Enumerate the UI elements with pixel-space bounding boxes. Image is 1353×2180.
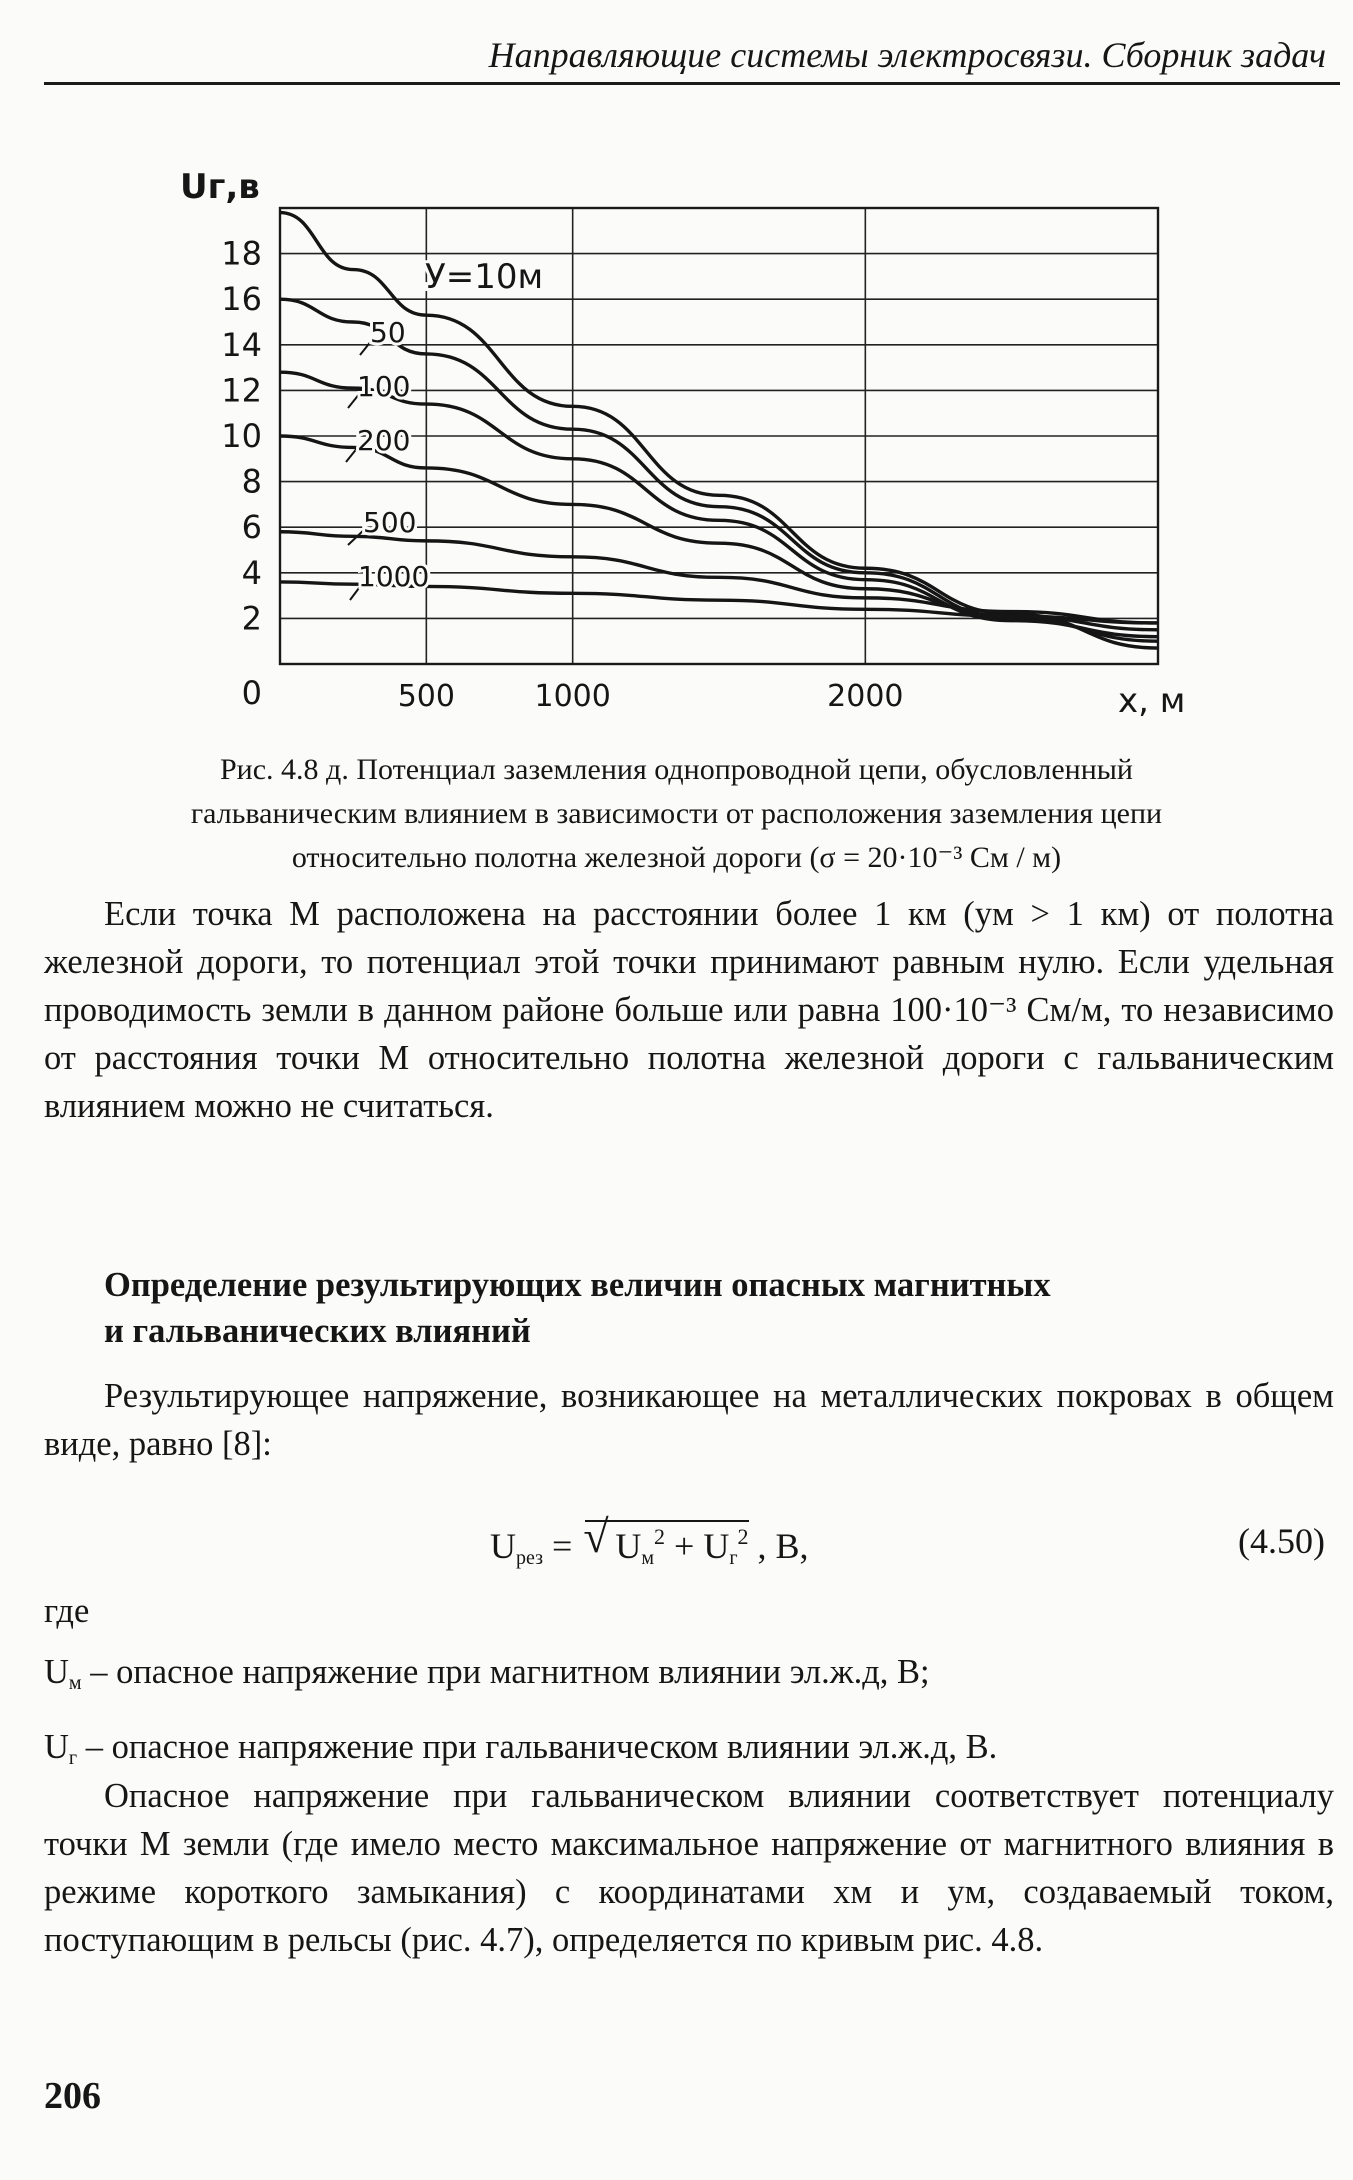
definition-symbol-sub: г	[68, 1747, 78, 1769]
paragraph-2-block	[44, 1372, 1334, 1468]
header-title: Направляющие системы электросвязи. Сборник задач	[488, 35, 1326, 75]
where-label: где	[44, 1592, 90, 1630]
figure-caption	[60, 748, 1293, 880]
formula-equals: =	[543, 1526, 582, 1566]
formula-lhs: U	[490, 1526, 516, 1566]
paragraph-2: Результирующее напряжение, возникающее на металлических покровах в общем виде, равно [8]:	[44, 1377, 1334, 1463]
curve-label: 1000	[358, 560, 430, 593]
x-tick-label: 2000	[827, 679, 904, 714]
paragraph-1-block	[44, 890, 1334, 1130]
formula-radical	[583, 1511, 749, 1570]
definition-text: – опасное напряжение при магнитном влиянии эл.ж.д, В;	[81, 1653, 930, 1691]
sqrt-symbol: √	[583, 1511, 609, 1562]
definitions-list	[44, 1640, 997, 1790]
definition-symbol-main: U	[44, 1653, 69, 1691]
formula-plus: +	[665, 1526, 704, 1566]
paragraph-3-block	[44, 1772, 1334, 1964]
definition-row	[44, 1640, 997, 1715]
y-tick-label: 14	[221, 325, 262, 364]
formula-term-2-sup: 2	[737, 1524, 749, 1549]
y-tick-label: 0	[241, 674, 262, 712]
curve-label: 200	[357, 424, 411, 457]
definition-symbol-main: U	[44, 1728, 69, 1766]
formula-unit: , В,	[748, 1526, 809, 1566]
equation-number: (4.50)	[1238, 1521, 1325, 1561]
header-rule	[44, 82, 1340, 85]
definition-text: – опасное напряжение при гальваническом влиянии эл.ж.д, В.	[77, 1728, 998, 1766]
formula-term-1-sub: м	[641, 1547, 654, 1569]
caption-line-2: гальваническим влиянием в зависимости от расположения заземления цепи	[190, 797, 1163, 830]
running-header	[44, 28, 1340, 86]
x-tick-label: 1000	[534, 679, 611, 714]
x-tick-label: 500	[397, 679, 455, 714]
caption-line-3: относительно полотна железной дороги (σ = 20·10⁻³ См / м)	[291, 841, 1062, 874]
y-tick-label: 6	[241, 508, 262, 547]
caption-line-1: Рис. 4.8 д. Потенциал заземления однопроводной цепи, обусловленный	[220, 753, 1133, 786]
y-tick-label: 12	[221, 371, 262, 410]
formula-term-2-sub: г	[729, 1547, 738, 1569]
y-axis-title: Uг,в	[180, 167, 260, 207]
paragraph-3: Опасное напряжение при гальваническом влиянии соответствует потенциалу точки М земли (где имело место максимальное напряжение от магнитного влияния в режиме короткого замыкания) с координатами xм и yм, создаваемый током, поступающим в рельсы (рис. 4.7), определяется по кривым рис. 4.8.	[44, 1777, 1334, 1959]
formula-term-1-sup: 2	[654, 1524, 665, 1549]
y-tick-label: 10	[221, 417, 262, 455]
curve-label: 500	[363, 506, 417, 539]
section-heading	[104, 1262, 1304, 1354]
formula-4-50	[490, 1511, 809, 1580]
figure-chart	[0, 150, 1353, 730]
definition-symbol	[44, 1653, 82, 1694]
curve-label: 50	[370, 316, 406, 349]
heading-line-2: и гальванических влияний	[104, 1312, 531, 1350]
curve-label: У=10м	[425, 257, 544, 297]
definition-symbol	[44, 1728, 78, 1769]
page-number: 206	[44, 2075, 101, 2117]
formula-lhs-sub: рез	[516, 1547, 544, 1569]
y-tick-label: 18	[221, 234, 262, 273]
y-tick-label: 16	[221, 280, 262, 319]
y-tick-label: 4	[241, 553, 262, 592]
heading-line-1: Определение результирующих величин опасных магнитных	[104, 1266, 1051, 1304]
formula-term-1: U	[615, 1526, 642, 1566]
chart-svg	[0, 150, 1353, 730]
y-tick-label: 2	[241, 599, 262, 638]
series-line	[280, 372, 1158, 636]
curve-label: 100	[357, 370, 411, 403]
definition-symbol-sub: м	[68, 1672, 82, 1694]
x-axis-title: x, м	[1118, 681, 1186, 721]
formula-term-2: U	[703, 1526, 730, 1566]
paragraph-1: Если точка М расположена на расстоянии более 1 км (yм > 1 км) от полотна железной дороги, то потенциал этой точки принимают равным нулю. Если удельная проводимость земли в данном районе больше или равна 100·10⁻³ См/м, то независимо от расстояния точки М относительно полотна железной дороги с гальваническим влиянием можно не считаться.	[44, 895, 1334, 1125]
y-tick-label: 8	[241, 462, 262, 501]
